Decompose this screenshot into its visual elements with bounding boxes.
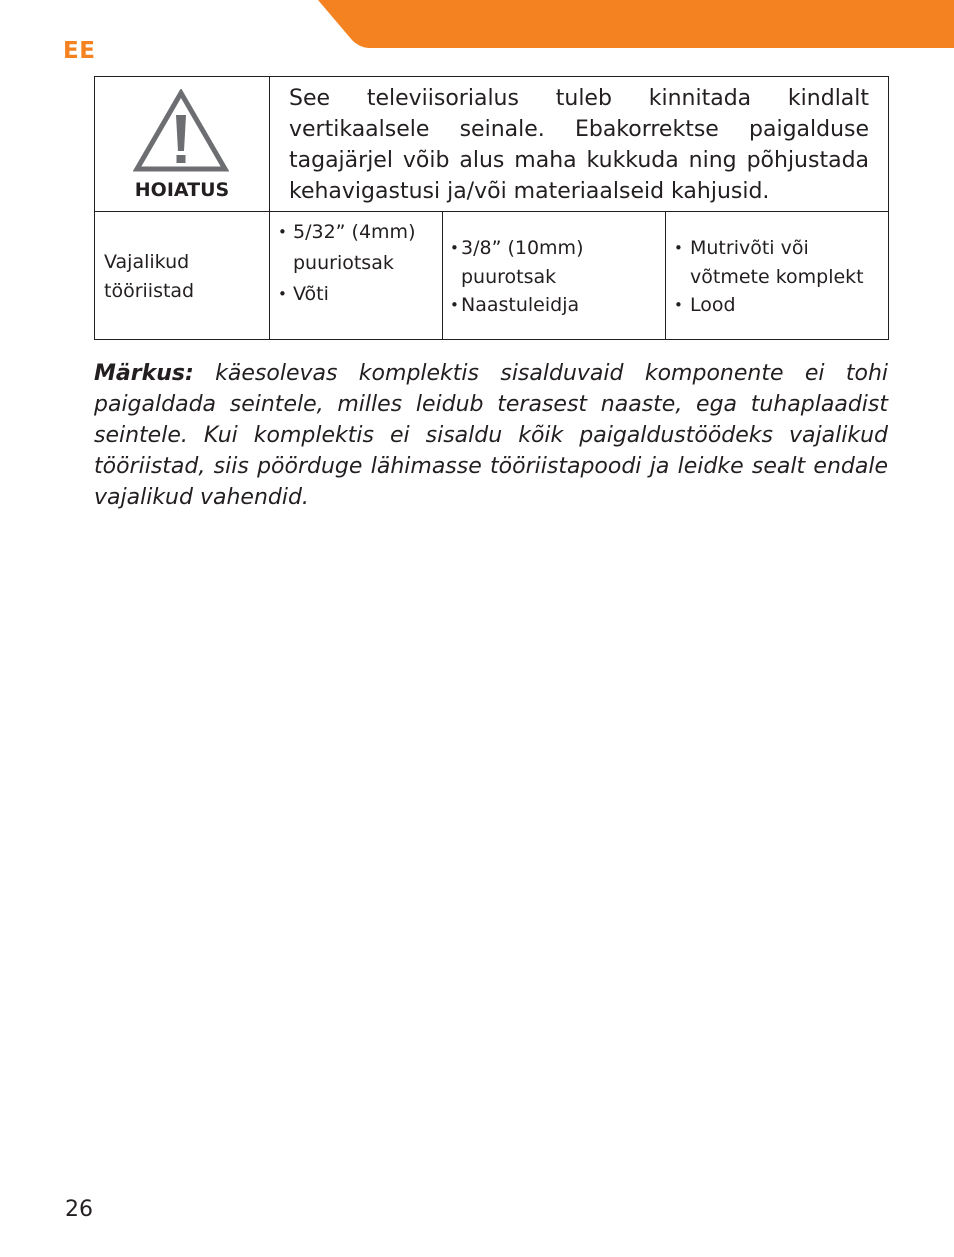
note-paragraph [94, 358, 888, 513]
language-code: EE [63, 38, 96, 64]
tools-row [95, 212, 889, 340]
warning-text: See televiisorialus tuleb kinnitada kindlalt vertikaalsele seinale. Ebakorrektse paigalduse tagajärjel võib alus maha kukkuda ning põhjustada kehavigastusi ja/või materiaalseid kahjusid. [289, 86, 870, 204]
note-text: käesolevas komplektis sisalduvaid komponente ei tohi paigaldada seintele, milles leidub terasest naaste, ega tuhaplaadist seintele. Kui komplektis ei sisaldu kõik paigaldustöödeks vajalikud tööriistad, siis pöörduge lähimasse tööriistapoodi ja leidke sealt endale vajalikud vahendid. [94, 361, 889, 510]
tools-label-cell [95, 212, 270, 340]
tool-name: Lood [690, 294, 736, 316]
bullet-icon: • [278, 223, 287, 241]
page-number: 26 [65, 1197, 93, 1222]
list-item [278, 279, 438, 310]
tools-column-3 [666, 212, 889, 340]
header-accent-band [0, 0, 954, 50]
bullet-icon: • [674, 239, 683, 257]
list-item [674, 291, 884, 320]
safety-tools-table [94, 76, 889, 340]
bullet-icon: • [674, 296, 683, 314]
tools-column-2 [443, 212, 666, 340]
tool-list [666, 212, 888, 320]
tools-label: Vajalikud tööriistad [104, 251, 195, 302]
tool-name: 3/8” (10mm) puurotsak [461, 237, 584, 288]
warning-cell [95, 77, 270, 212]
warning-text-cell [270, 77, 889, 212]
list-item [278, 217, 438, 279]
tool-name: 5/32” (4mm) puuriotsak [293, 221, 416, 274]
bullet-icon: • [450, 296, 459, 314]
tool-name: Võti [293, 283, 329, 305]
warning-label: HOIATUS [134, 179, 230, 201]
bullet-icon: • [450, 239, 459, 257]
tool-list [443, 212, 665, 320]
tool-name: Naastuleidja [461, 294, 580, 316]
list-item [450, 291, 661, 320]
bullet-icon: • [278, 285, 287, 303]
warning-row [95, 77, 889, 212]
tools-column-1 [270, 212, 443, 340]
list-item [674, 234, 884, 291]
tool-name: Mutrivõti või võtmete komplekt [690, 237, 864, 288]
list-item [450, 234, 661, 291]
warning-triangle-icon [133, 89, 229, 173]
tool-list [270, 212, 442, 310]
note-label: Märkus: [94, 361, 194, 386]
